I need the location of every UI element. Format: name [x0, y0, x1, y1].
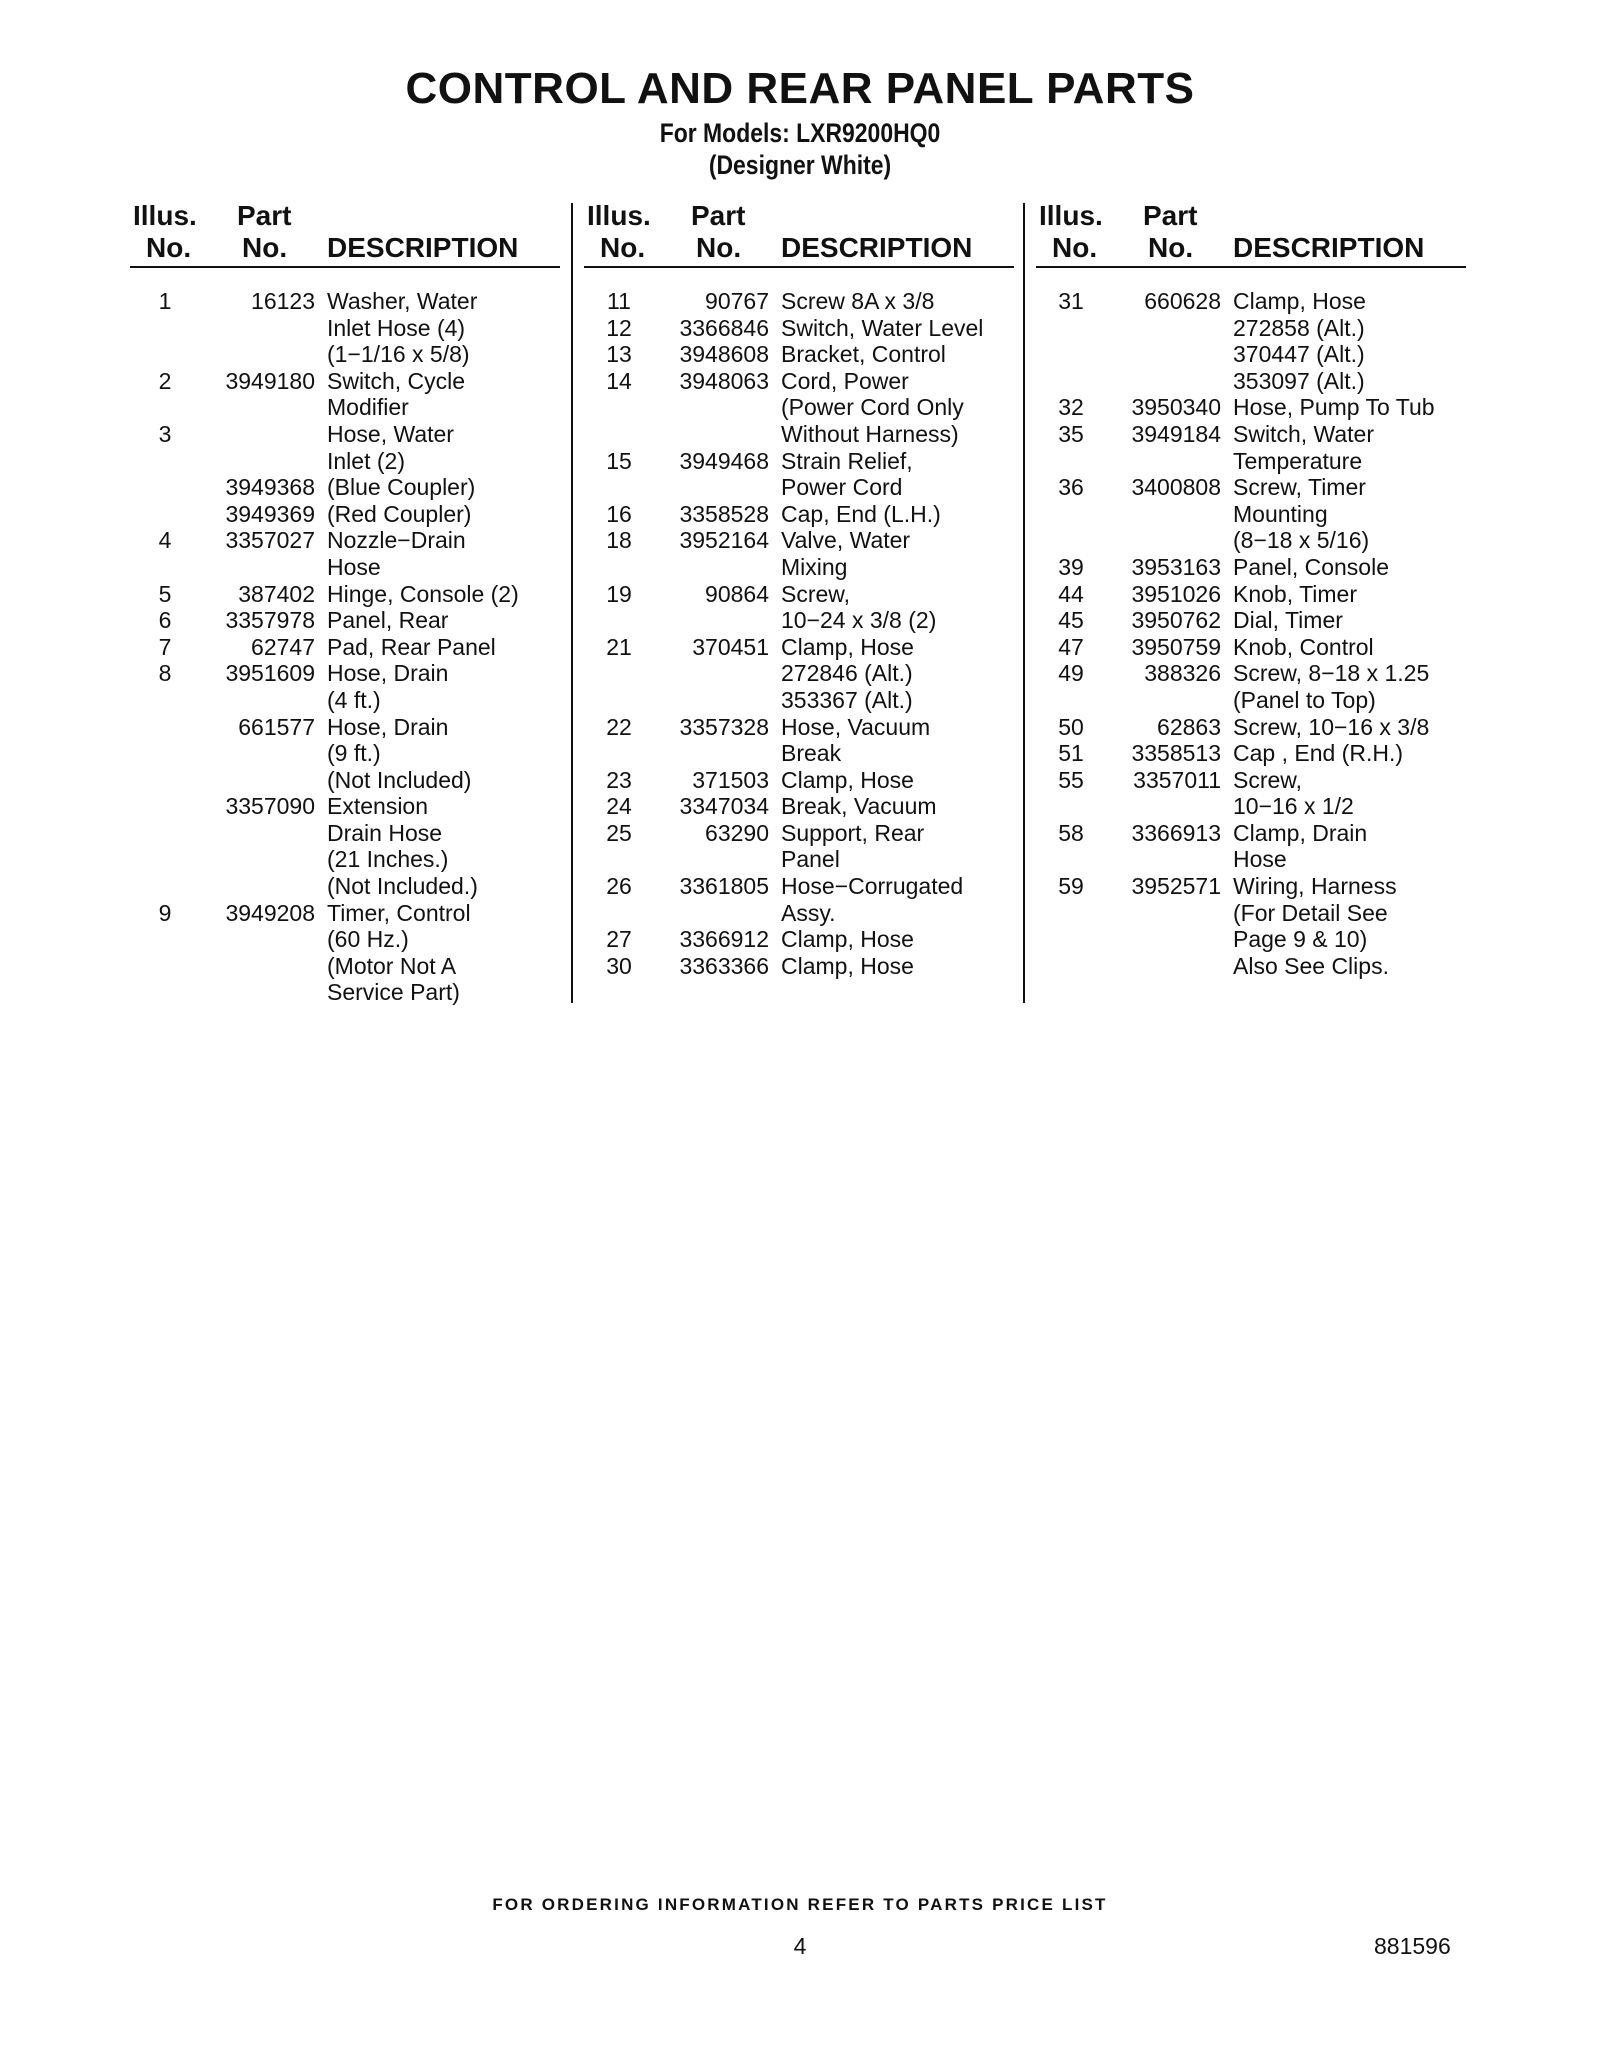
column-divider [571, 203, 573, 1003]
description-cell: Break, Vacuum [781, 793, 937, 820]
table-row [584, 873, 1024, 900]
illus-no-cell: 15 [606, 447, 632, 474]
illus-no-cell: 3 [158, 420, 172, 447]
header-illus: Illus. [1039, 200, 1103, 231]
description-cell: Cap , End (R.H.) [1233, 740, 1403, 767]
part-no-cell: 3400808 [1131, 474, 1221, 501]
description-cell: Inlet (2) [327, 447, 405, 474]
table-row [584, 607, 1024, 634]
table-row [130, 288, 570, 315]
page-number: 4 [793, 1933, 807, 1959]
part-no-cell: 3357011 [1133, 766, 1221, 793]
part-no-cell: 387402 [238, 580, 315, 607]
part-no-cell: 3948063 [679, 367, 769, 394]
description-cell: Screw, [1233, 766, 1303, 793]
part-no-cell: 388326 [1144, 660, 1221, 687]
illus-no-cell: 49 [1058, 660, 1084, 687]
part-no-cell: 3949184 [1131, 420, 1221, 447]
description-cell: (1−1/16 x 5/8) [327, 341, 470, 368]
illus-no-cell: 1 [158, 288, 172, 314]
table-row [584, 634, 1024, 661]
table-row [130, 926, 570, 953]
header-description: DESCRIPTION [1233, 232, 1425, 263]
description-cell: Cap, End (L.H.) [781, 500, 941, 527]
description-cell: Hose, Pump To Tub [1233, 394, 1435, 421]
table-row [1036, 448, 1476, 475]
table-row [584, 394, 1024, 421]
table-row [584, 714, 1024, 741]
table-row [1036, 527, 1476, 554]
illus-no-cell: 21 [606, 633, 632, 660]
part-no-cell: 63290 [705, 819, 769, 846]
illus-no-cell: 59 [1058, 873, 1084, 900]
description-cell: Break [781, 740, 842, 767]
description-cell: Valve, Water [781, 527, 911, 554]
table-row [584, 900, 1024, 927]
header-illus: Illus. [133, 200, 197, 231]
part-no-cell: 62747 [251, 633, 315, 660]
part-no-cell: 3949368 [225, 474, 315, 501]
illus-no-cell: 25 [606, 819, 632, 846]
description-cell: Also See Clips. [1233, 952, 1389, 979]
description-cell: 10−24 x 3/8 (2) [781, 607, 937, 634]
table-row [1036, 687, 1476, 714]
table-row [1036, 820, 1476, 847]
table-row [584, 501, 1024, 528]
table-row [1036, 341, 1476, 368]
description-cell: Bracket, Control [781, 341, 946, 368]
description-cell: Panel [781, 846, 840, 873]
header-description: DESCRIPTION [327, 232, 519, 263]
part-no-cell: 3949369 [225, 500, 315, 527]
header-rule [584, 266, 1014, 268]
description-cell: (8−18 x 5/16) [1233, 527, 1370, 554]
column-header [584, 198, 1014, 268]
description-cell: 353367 (Alt.) [781, 686, 913, 713]
table-row [130, 394, 570, 421]
header-rule [1036, 266, 1466, 268]
description-cell: (Panel to Top) [1233, 686, 1376, 713]
header-illus-no: No. [600, 232, 646, 263]
part-no-cell: 3361805 [679, 873, 769, 900]
description-cell: Knob, Timer [1233, 580, 1357, 607]
illus-no-cell: 24 [606, 793, 632, 820]
table-row [130, 368, 570, 395]
table-row [130, 767, 570, 794]
header-illus-no: No. [1052, 232, 1098, 263]
part-no-cell: 3357328 [679, 713, 769, 740]
table-row [584, 474, 1024, 501]
part-no-cell: 3358528 [679, 500, 769, 527]
table-row [1036, 793, 1476, 820]
description-cell: 272846 (Alt.) [781, 660, 913, 687]
table-row [1036, 767, 1476, 794]
part-no-cell: 3357090 [225, 793, 315, 820]
description-cell: Mixing [781, 553, 848, 580]
table-row [584, 767, 1024, 794]
column-divider [1023, 203, 1025, 1003]
illus-no-cell: 47 [1058, 633, 1084, 660]
illus-no-cell: 31 [1058, 288, 1084, 314]
description-cell: (60 Hz.) [327, 926, 409, 953]
description-cell: (Motor Not A [327, 952, 457, 979]
description-cell: Switch, Water [1233, 420, 1375, 447]
illus-no-cell: 22 [606, 713, 632, 740]
table-row [584, 368, 1024, 395]
table-row [130, 979, 570, 1006]
table-row [584, 527, 1024, 554]
illus-no-cell: 23 [606, 766, 632, 793]
description-cell: Switch, Cycle [327, 367, 466, 394]
table-row [1036, 474, 1476, 501]
table-row [584, 846, 1024, 873]
part-no-cell: 3357978 [225, 607, 315, 634]
table-row [1036, 660, 1476, 687]
part-no-cell: 661577 [238, 713, 315, 740]
header-part-no: No. [242, 232, 288, 263]
description-cell: Hose, Vacuum [781, 713, 931, 740]
description-cell: Hose [327, 553, 381, 580]
illus-no-cell: 30 [606, 952, 632, 979]
part-no-cell: 370451 [692, 633, 769, 660]
header-part-no: No. [1148, 232, 1194, 263]
table-row [584, 581, 1024, 608]
table-row [584, 793, 1024, 820]
parts-column-2 [584, 198, 1014, 979]
description-cell: Clamp, Hose [781, 926, 914, 953]
table-row [584, 315, 1024, 342]
table-row [130, 315, 570, 342]
column-header [1036, 198, 1466, 268]
table-row [130, 634, 570, 661]
description-cell: (4 ft.) [327, 686, 381, 713]
description-cell: Assy. [781, 899, 836, 926]
table-row [130, 607, 570, 634]
table-row [584, 448, 1024, 475]
description-cell: Extension [327, 793, 429, 820]
description-cell: Inlet Hose (4) [327, 314, 466, 341]
table-row [130, 660, 570, 687]
part-no-cell: 3366913 [1131, 819, 1221, 846]
illus-no-cell: 14 [606, 367, 632, 394]
table-row [130, 846, 570, 873]
illus-no-cell: 6 [158, 607, 172, 634]
parts-rows [130, 288, 570, 1006]
table-row [1036, 554, 1476, 581]
header-illus-no: No. [146, 232, 192, 263]
header-part: Part [237, 200, 292, 231]
description-cell: Panel, Console [1233, 553, 1389, 580]
illus-no-cell: 12 [606, 314, 632, 341]
description-cell: Hose, Drain [327, 660, 449, 687]
illus-no-cell: 9 [158, 899, 172, 926]
part-no-cell: 3949208 [225, 899, 315, 926]
description-cell: Hose−Corrugated [781, 873, 964, 900]
table-row [130, 873, 570, 900]
table-row [1036, 421, 1476, 448]
document-number: 881596 [1374, 1933, 1451, 1959]
parts-column-3 [1036, 198, 1466, 979]
page-title: CONTROL AND REAR PANEL PARTS [405, 64, 1195, 113]
description-cell: Without Harness) [781, 420, 959, 447]
description-cell: Service Part) [327, 979, 460, 1006]
description-cell: (Blue Coupler) [327, 474, 476, 501]
description-cell: Clamp, Hose [1233, 288, 1366, 314]
illus-no-cell: 11 [607, 288, 631, 314]
illus-no-cell: 13 [606, 341, 632, 368]
table-row [130, 527, 570, 554]
part-no-cell: 3366846 [679, 314, 769, 341]
description-cell: (Not Included.) [327, 873, 478, 900]
header-part-no: No. [696, 232, 742, 263]
part-no-cell: 16123 [251, 288, 315, 314]
part-no-cell: 3948608 [679, 341, 769, 368]
part-no-cell: 90767 [705, 288, 769, 314]
description-cell: Screw 8A x 3/8 [781, 288, 935, 314]
model-line: For Models: LXR9200HQ0 [659, 118, 941, 148]
description-cell: Clamp, Hose [781, 952, 914, 979]
description-cell: Modifier [327, 394, 409, 421]
header-part: Part [1143, 200, 1198, 231]
description-cell: Strain Relief, [781, 447, 913, 474]
header-rule [130, 266, 560, 268]
description-cell: 353097 (Alt.) [1233, 367, 1365, 394]
description-cell: Hose [1233, 846, 1287, 873]
illus-no-cell: 5 [158, 580, 172, 607]
table-row [584, 953, 1024, 980]
table-row [584, 687, 1024, 714]
table-row [1036, 900, 1476, 927]
illus-no-cell: 8 [158, 660, 172, 687]
illus-no-cell: 39 [1058, 553, 1084, 580]
part-no-cell: 3952164 [679, 527, 769, 554]
illus-no-cell: 27 [606, 926, 632, 953]
table-row [130, 793, 570, 820]
illus-no-cell: 45 [1058, 607, 1084, 634]
table-row [1036, 581, 1476, 608]
description-cell: Clamp, Hose [781, 766, 914, 793]
part-no-cell: 3358513 [1131, 740, 1221, 767]
illus-no-cell: 51 [1058, 740, 1084, 767]
description-cell: Timer, Control [327, 899, 471, 926]
illus-no-cell: 26 [606, 873, 632, 900]
part-no-cell: 371503 [692, 766, 769, 793]
table-row [1036, 873, 1476, 900]
description-cell: 10−16 x 1/2 [1233, 793, 1354, 820]
description-cell: 370447 (Alt.) [1233, 341, 1365, 368]
color-line: (Designer White) [708, 150, 892, 180]
description-cell: Page 9 & 10) [1233, 926, 1368, 953]
table-row [130, 714, 570, 741]
parts-rows [1036, 288, 1476, 979]
description-cell: Hose, Drain [327, 713, 449, 740]
description-cell: (21 Inches.) [327, 846, 449, 873]
table-row [1036, 846, 1476, 873]
description-cell: Panel, Rear [327, 607, 449, 634]
table-row [1036, 926, 1476, 953]
table-row [584, 341, 1024, 368]
part-no-cell: 3953163 [1131, 553, 1221, 580]
table-row [584, 660, 1024, 687]
description-cell: Wiring, Harness [1233, 873, 1397, 900]
table-row [130, 581, 570, 608]
part-no-cell: 3950759 [1131, 633, 1221, 660]
part-no-cell: 3952571 [1131, 873, 1221, 900]
table-row [130, 554, 570, 581]
illus-no-cell: 19 [606, 580, 632, 607]
illus-no-cell: 58 [1058, 819, 1084, 846]
illus-no-cell: 44 [1058, 580, 1084, 607]
description-cell: Knob, Control [1233, 633, 1374, 660]
table-row [584, 926, 1024, 953]
table-row [1036, 740, 1476, 767]
table-row [130, 953, 570, 980]
part-no-cell: 90864 [705, 580, 769, 607]
table-row [584, 421, 1024, 448]
table-row [584, 740, 1024, 767]
table-row [1036, 634, 1476, 661]
description-cell: Dial, Timer [1233, 607, 1343, 634]
part-no-cell: 3950762 [1131, 607, 1221, 634]
description-cell: Screw, 10−16 x 3/8 [1233, 713, 1430, 740]
table-row [1036, 315, 1476, 342]
table-row [584, 288, 1024, 315]
table-row [130, 341, 570, 368]
description-cell: Clamp, Hose [781, 633, 914, 660]
part-no-cell: 3950340 [1131, 394, 1221, 421]
illus-no-cell: 4 [158, 527, 172, 554]
part-no-cell: 3951026 [1131, 580, 1221, 607]
table-row [130, 900, 570, 927]
description-cell: (Not Included) [327, 766, 472, 793]
table-row [130, 501, 570, 528]
illus-no-cell: 36 [1058, 474, 1084, 501]
table-row [130, 474, 570, 501]
description-cell: Temperature [1233, 447, 1363, 474]
illus-no-cell: 18 [606, 527, 632, 554]
description-cell: 272858 (Alt.) [1233, 314, 1365, 341]
header-illus: Illus. [587, 200, 651, 231]
description-cell: Screw, [781, 580, 851, 607]
description-cell: Mounting [1233, 500, 1328, 527]
description-cell: Drain Hose [327, 819, 443, 846]
ordering-note: FOR ORDERING INFORMATION REFER TO PARTS PRICE LIST [492, 1895, 1108, 1914]
header-part: Part [691, 200, 746, 231]
description-cell: Cord, Power [781, 367, 909, 394]
parts-column-1 [130, 198, 560, 1006]
table-row [1036, 288, 1476, 315]
description-cell: (9 ft.) [327, 740, 381, 767]
part-no-cell: 3363366 [679, 952, 769, 979]
table-row [584, 554, 1024, 581]
parts-rows [584, 288, 1024, 979]
part-no-cell: 3949468 [679, 447, 769, 474]
table-row [130, 421, 570, 448]
description-cell: (Power Cord Only [781, 394, 964, 421]
description-cell: Hinge, Console (2) [327, 580, 519, 607]
table-row [1036, 368, 1476, 395]
illus-no-cell: 2 [158, 367, 172, 394]
illus-no-cell: 32 [1058, 394, 1084, 421]
part-no-cell: 62863 [1157, 713, 1221, 740]
description-cell: Pad, Rear Panel [327, 633, 496, 660]
column-header [130, 198, 560, 268]
description-cell: (Red Coupler) [327, 500, 472, 527]
description-cell: Screw, Timer [1233, 474, 1366, 501]
part-no-cell: 3951609 [225, 660, 315, 687]
description-cell: Nozzle−Drain [327, 527, 466, 554]
part-no-cell: 3366912 [679, 926, 769, 953]
table-row [130, 820, 570, 847]
part-no-cell: 660628 [1144, 288, 1221, 314]
description-cell: (For Detail See [1233, 899, 1388, 926]
table-row [584, 820, 1024, 847]
illus-no-cell: 55 [1058, 766, 1084, 793]
description-cell: Screw, 8−18 x 1.25 [1233, 660, 1430, 687]
table-row [1036, 714, 1476, 741]
header-description: DESCRIPTION [781, 232, 973, 263]
illus-no-cell: 35 [1058, 420, 1084, 447]
part-no-cell: 3949180 [225, 367, 315, 394]
description-cell: Clamp, Drain [1233, 819, 1368, 846]
table-row [1036, 953, 1476, 980]
description-cell: Support, Rear [781, 819, 925, 846]
table-row [130, 448, 570, 475]
illus-no-cell: 7 [158, 633, 172, 660]
table-row [1036, 501, 1476, 528]
description-cell: Switch, Water Level [781, 314, 984, 341]
illus-no-cell: 16 [606, 500, 632, 527]
part-no-cell: 3357027 [225, 527, 315, 554]
table-row [130, 687, 570, 714]
description-cell: Washer, Water [327, 288, 478, 314]
table-row [130, 740, 570, 767]
illus-no-cell: 50 [1058, 713, 1084, 740]
part-no-cell: 3347034 [679, 793, 769, 820]
table-row [1036, 394, 1476, 421]
table-row [1036, 607, 1476, 634]
description-cell: Power Cord [781, 474, 903, 501]
description-cell: Hose, Water [327, 420, 454, 447]
